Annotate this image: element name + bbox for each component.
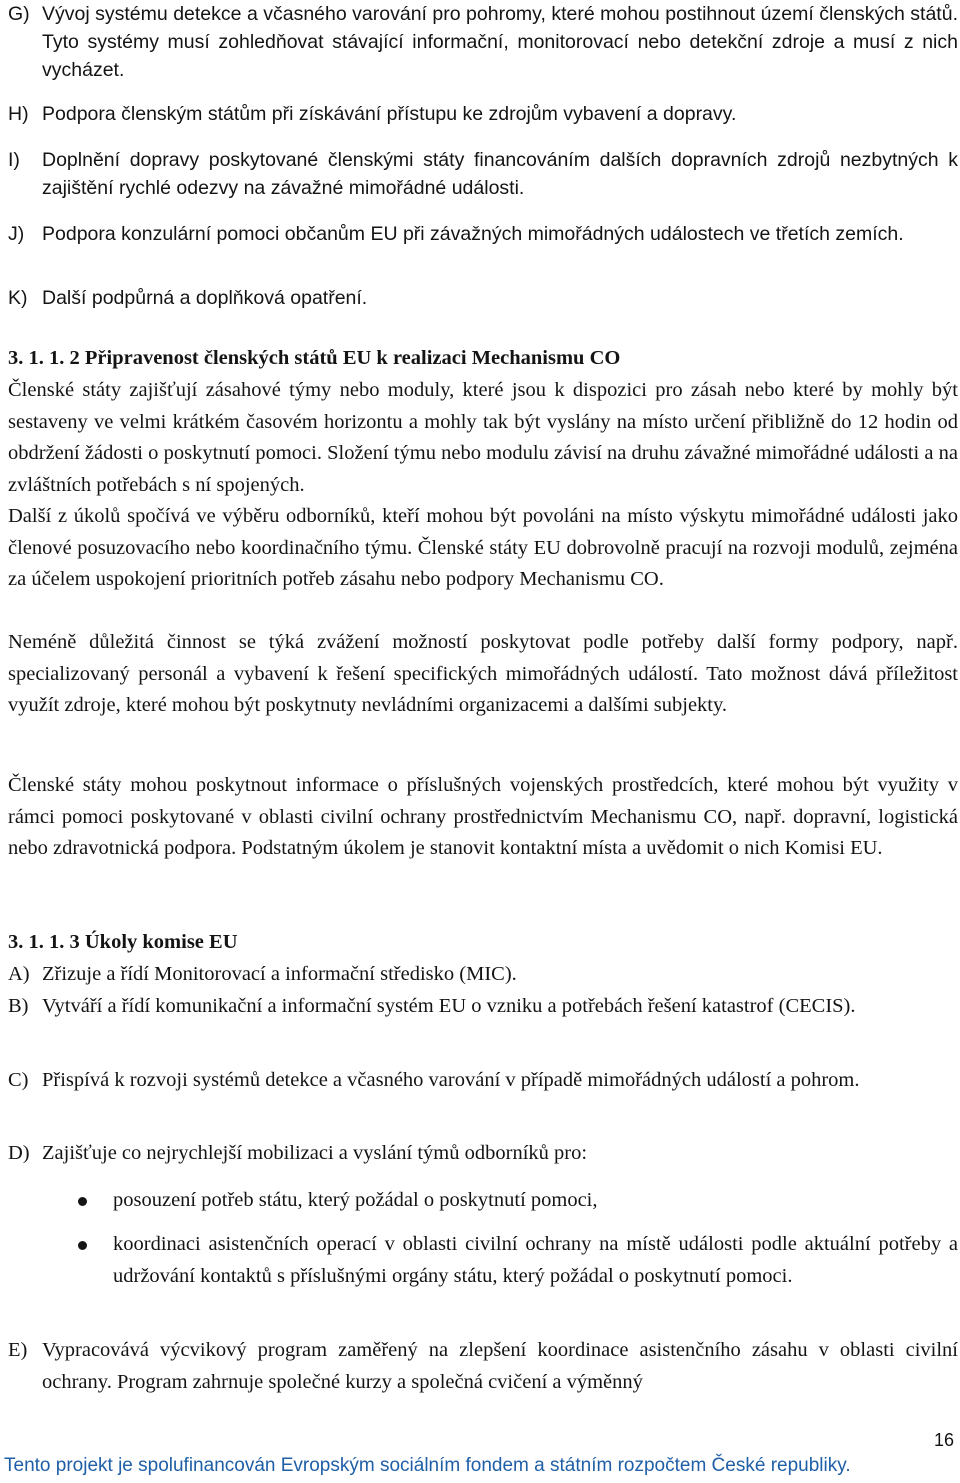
list-item-k	[8, 284, 958, 312]
list-marker: H)	[8, 103, 29, 125]
paragraph: Členské státy zajišťují zásahové týmy nebo moduly, které jsou k dispozici pro zásah nebo které by mohly být sestaveny ve velmi krátkém časovém horizontu a mohly tak být vyslány na místo určení přibližně do 12 hodin od obdržení žádosti o poskytnutí pomoci. Složení týmu nebo modulu závisí na druhu závažné mimořádné události a na zvláštních potřebách s ní spojených.	[8, 379, 958, 496]
list-marker: C)	[8, 1069, 29, 1091]
footer-note: Tento projekt je spolufinancován Evropským sociálním fondem a státním rozpočtem České republiky.	[4, 1455, 851, 1476]
list-text: Vývoj systému detekce a včasného varování pro pohromy, které mohou postihnout území členských států. Tyto systémy musí zohledňovat stávající informační, monitorovací nebo detekční zdroje a musí z nich vycházet.	[42, 3, 958, 81]
bullet-item	[78, 1229, 958, 1292]
bullet-text: posouzení potřeb státu, který požádal o poskytnutí pomoci,	[113, 1189, 598, 1211]
list-item-b	[8, 991, 958, 1023]
list-marker: B)	[8, 995, 29, 1017]
list-text: Přispívá k rozvoji systémů detekce a včasného varování v případě mimořádných událostí a pohrom.	[42, 1069, 860, 1091]
list-text: Vytváří a řídí komunikační a informační systém EU o vzniku a potřebách řešení katastrof (CECIS).	[42, 995, 856, 1017]
list-item-g	[8, 0, 958, 84]
list-marker: E)	[8, 1339, 28, 1361]
bullet-item	[78, 1185, 958, 1217]
list-marker: J)	[8, 223, 25, 245]
list-text: Podpora konzulární pomoci občanům EU při závažných mimořádných událostech ve třetích zemích.	[42, 223, 904, 245]
bullet-text: koordinaci asistenčních operací v oblasti civilní ochrany na místě události podle aktuální potřeby a udržování kontaktů s příslušnými orgány státu, který požádal o poskytnutí pomoci.	[113, 1233, 958, 1287]
list-text: Podpora členským státům při získávání přístupu ke zdrojům vybavení a dopravy.	[42, 103, 737, 125]
list-item-e	[8, 1335, 958, 1398]
list-text: Doplnění dopravy poskytované členskými státy financováním dalších dopravních zdrojů nezbytných k zajištění rychlé odezvy na závažné mimořádné události.	[42, 149, 958, 199]
list-text: Zajišťuje co nejrychlejší mobilizaci a vyslání týmů odborníků pro:	[42, 1142, 588, 1164]
paragraph: Neméně důležitá činnost se týká zvážení možností poskytovat podle potřeby další formy podpory, např. specializovaný personál a vybavení k řešení specifických mimořádných událostí. Tato možnost dává příležitost využít zdroje, které mohou být poskytnuty nevládními organizacemi a dalšími subjekty.	[8, 631, 958, 716]
paragraph: Členské státy mohou poskytnout informace o příslušných vojenských prostředcích, které mohou být využity v rámci pomoci poskytované v oblasti civilní ochrany prostřednictvím Mechanismu CO, např. dopravní, logistická nebo zdravotnická podpora. Podstatným úkolem je stanovit kontaktní místa a uvědomit o nich Komisi EU.	[8, 774, 958, 859]
list-item-d	[8, 1138, 958, 1170]
list-marker: A)	[8, 963, 30, 985]
list-item-j	[8, 220, 958, 248]
list-marker: I)	[8, 149, 20, 171]
section-heading-commission-tasks: 3. 1. 1. 3 Úkoly komise EU	[8, 931, 238, 953]
list-marker: K)	[8, 287, 28, 309]
section-heading-preparedness: 3. 1. 1. 2 Připravenost členských států EU k realizaci Mechanismu CO	[8, 347, 621, 369]
page-number: 16	[933, 1430, 954, 1450]
bullet-icon	[78, 1185, 113, 1217]
list-marker: G)	[8, 3, 30, 25]
list-item-i	[8, 146, 958, 202]
list-item-c	[8, 1065, 958, 1097]
bullet-icon	[78, 1229, 113, 1292]
list-text: Další podpůrná a doplňková opatření.	[42, 287, 368, 309]
list-marker: D)	[8, 1142, 30, 1164]
paragraph: Další z úkolů spočívá ve výběru odborníků, kteří mohou být povoláni na místo výskytu mimořádné události jako členové posuzovacího nebo koordinačního týmu. Členské státy EU dobrovolně pracují na rozvoji modulů, zejména za účelem uspokojení prioritních potřeb zásahu nebo podpory Mechanismu CO.	[8, 505, 958, 590]
list-item-a	[8, 959, 958, 991]
list-item-h	[8, 100, 958, 128]
list-text: Vypracovává výcvikový program zaměřený na zlepšení koordinace asistenčního zásahu v oblasti civilní ochrany. Program zahrnuje společné kurzy a společná cvičení a výměnný	[42, 1339, 958, 1393]
list-text: Zřizuje a řídí Monitorovací a informační středisko (MIC).	[42, 963, 517, 985]
